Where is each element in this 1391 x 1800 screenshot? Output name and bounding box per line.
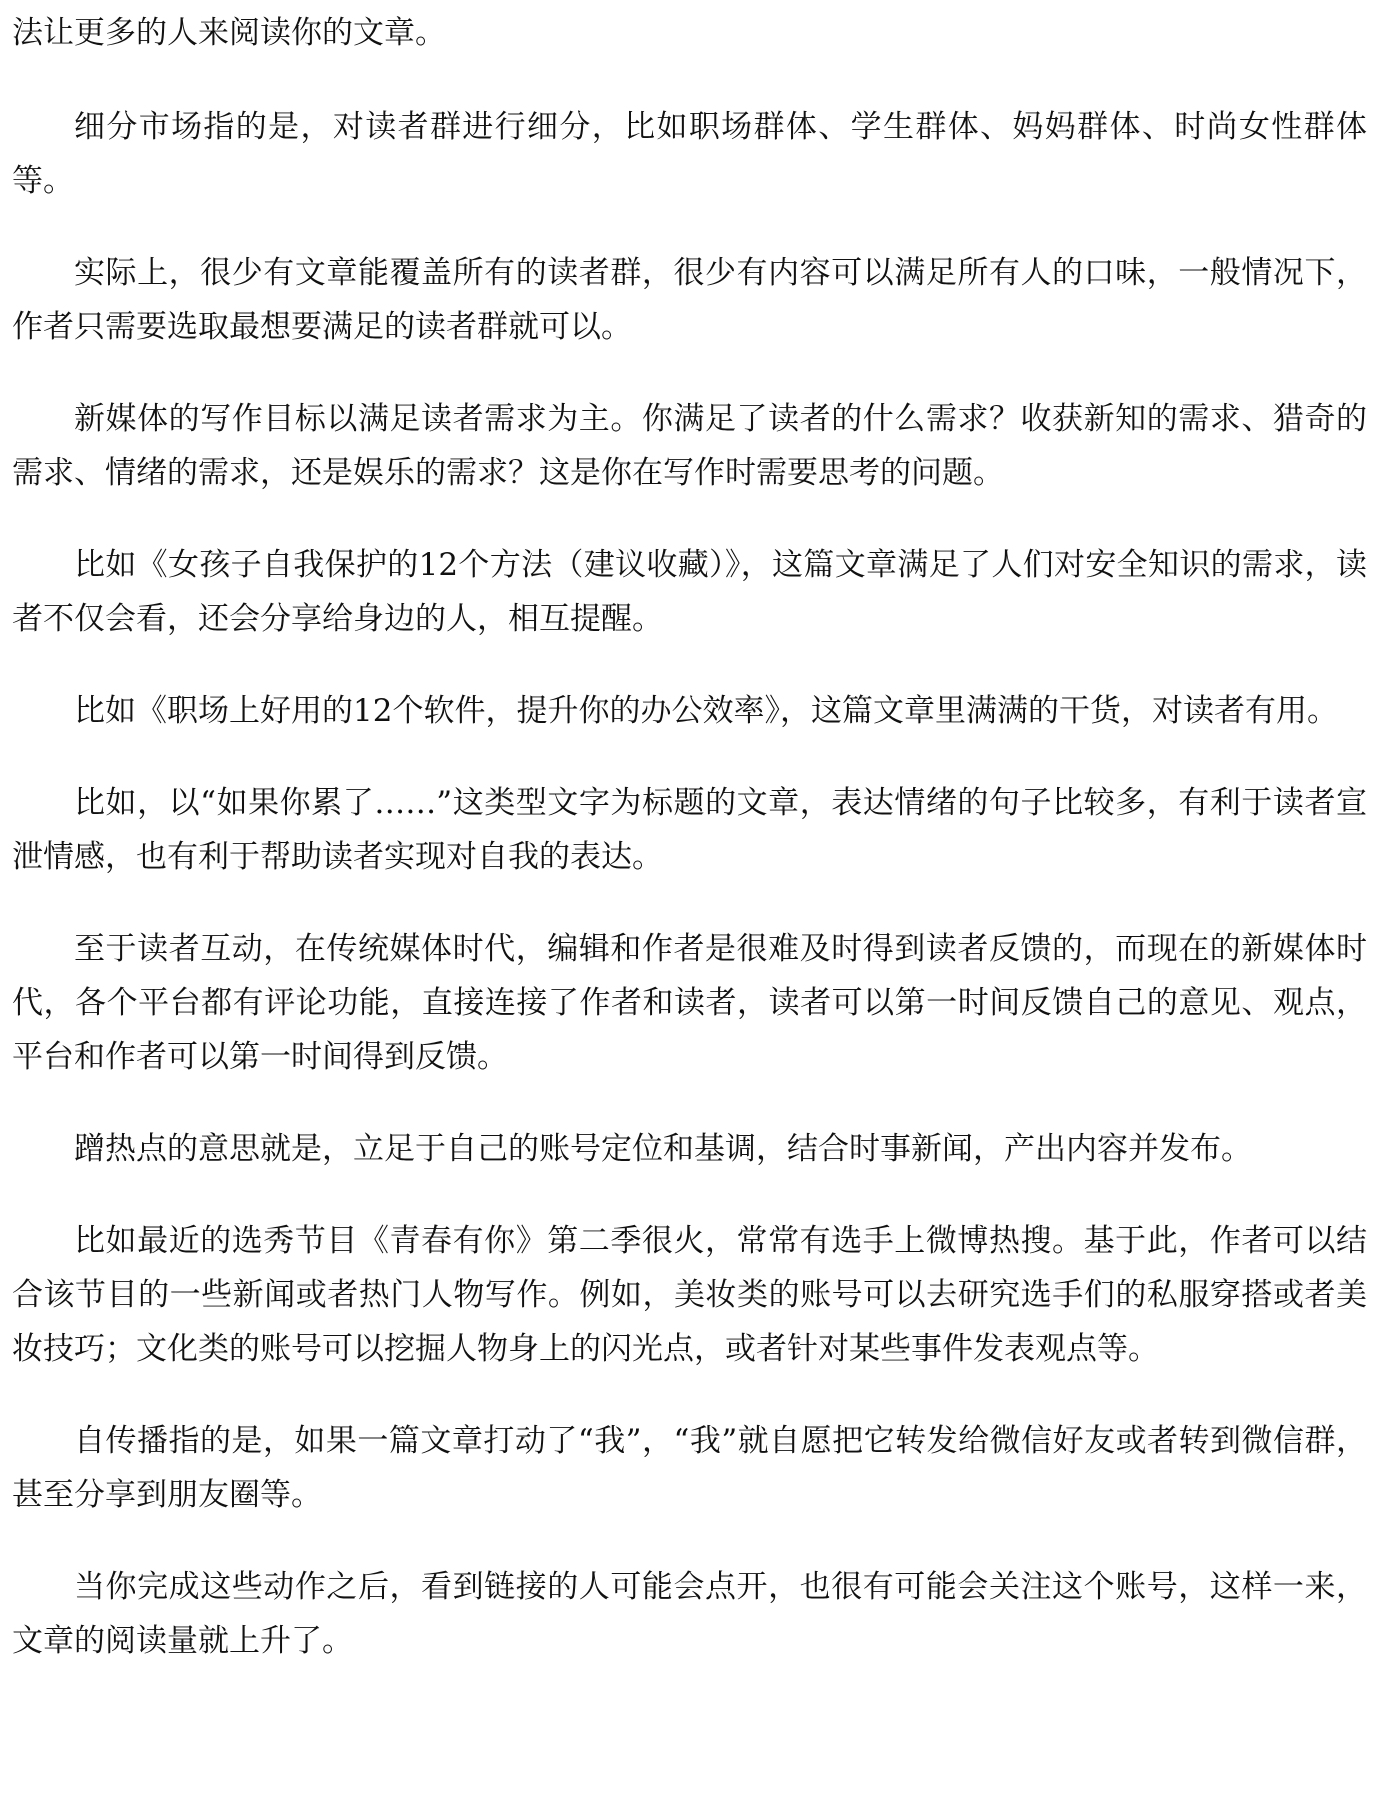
paragraph-show-example: 比如最近的选秀节目《青春有你》第二季很火，常常有选手上微博热搜。基于此，作者可以结合该节目的一些新闻或者热门人物写作。例如，美妆类的账号可以去研究选手们的私服穿搭或者美妆技巧；文化类的账号可以挖掘人物身上的闪光点，或者针对某些事件发表观点等。 xyxy=(12,1223,1367,1367)
paragraph-hot-topic: 蹭热点的意思就是，立足于自己的账号定位和基调，结合时事新闻，产出内容并发布。 xyxy=(74,1131,1252,1167)
paragraph-reading-growth: 当你完成这些动作之后，看到链接的人可能会点开，也很有可能会关注这个账号，这样一来，文章的阅读量就上升了。 xyxy=(12,1569,1367,1659)
paragraph-software-example: 比如《职场上好用的12个软件，提升你的办公效率》，这篇文章里满满的干货，对读者有用。 xyxy=(74,693,1338,729)
paragraph-emotion-example: 比如，以“如果你累了……”这类型文字为标题的文章，表达情绪的句子比较多，有利于读者宣泄情感，也有利于帮助读者实现对自我的表达。 xyxy=(12,785,1367,875)
paragraph-reader-coverage: 实际上，很少有文章能覆盖所有的读者群，很少有内容可以满足所有人的口味，一般情况下，作者只需要选取最想要满足的读者群就可以。 xyxy=(12,255,1367,345)
paragraph-safety-example: 比如《女孩子自我保护的12个方法（建议收藏）》，这篇文章满足了人们对安全知识的需求，读者不仅会看，还会分享给身边的人，相互提醒。 xyxy=(12,547,1367,637)
paragraph-continuation: 法让更多的人来阅读你的文章。 xyxy=(12,15,446,51)
paragraph-writing-goal: 新媒体的写作目标以满足读者需求为主。你满足了读者的什么需求？收获新知的需求、猎奇的需求、情绪的需求，还是娱乐的需求？这是你在写作时需要思考的问题。 xyxy=(12,401,1367,491)
paragraph-market-segmentation: 细分市场指的是，对读者群进行细分，比如职场群体、学生群体、妈妈群体、时尚女性群体等。 xyxy=(12,109,1367,199)
paragraph-reader-interaction: 至于读者互动，在传统媒体时代，编辑和作者是很难及时得到读者反馈的，而现在的新媒体时代，各个平台都有评论功能，直接连接了作者和读者，读者可以第一时间反馈自己的意见、观点，平台和作者可以第一时间得到反馈。 xyxy=(12,931,1367,1075)
paragraph-self-propagation: 自传播指的是，如果一篇文章打动了“我”，“我”就自愿把它转发给微信好友或者转到微信群，甚至分享到朋友圈等。 xyxy=(12,1423,1367,1513)
